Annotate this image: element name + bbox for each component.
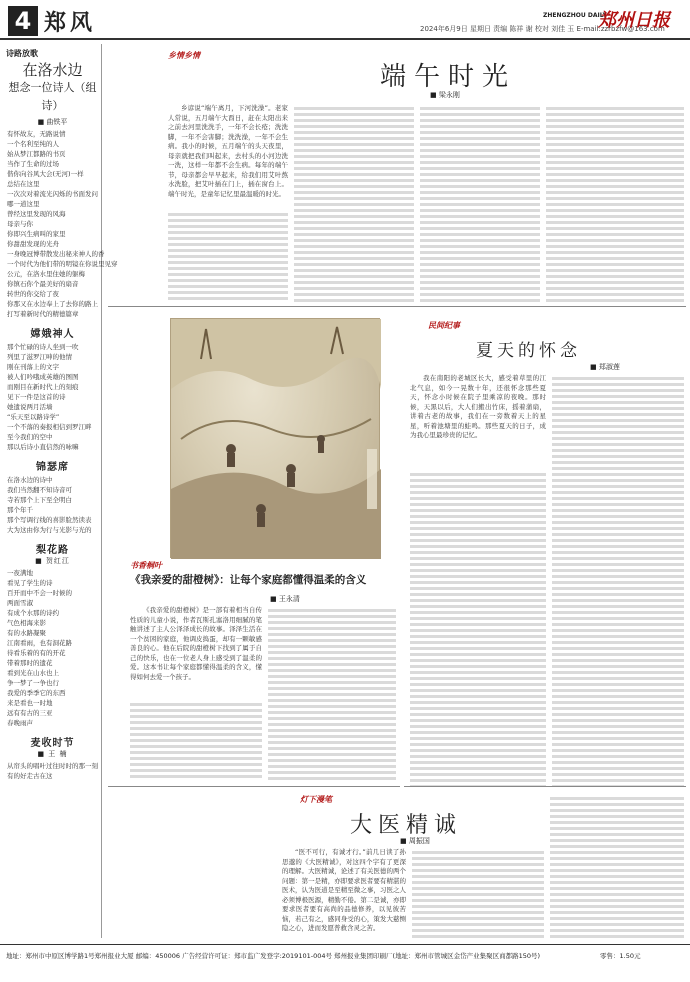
poem-title-line-2: 想念一位诗人（组诗） (8, 81, 97, 112)
poem-line: 有的好走古在这 (7, 772, 53, 780)
poem-line: 当作了生命的过场 (7, 160, 59, 168)
bottom-article-text-block (550, 794, 684, 938)
poem-part5-title: 麦收时节 ■ 王 楠 (30, 738, 75, 758)
poem-line: 气色相海来影 (7, 619, 46, 627)
main-article-text-block (168, 210, 288, 302)
poem-line: 有怀故友，无路说情 (7, 130, 66, 138)
side-article-title: 夏天的怀念 (476, 341, 581, 361)
poem-line: 打写着新时代的精德篇章 (7, 310, 79, 318)
poem-line: 那以后诗小直信然的咏嘛 (7, 443, 79, 451)
side-article-tag: 民间纪事 (428, 321, 460, 330)
feature-article-title: 《我亲爱的甜橙树》：让每个家庭都懂得温柔的含义 (130, 574, 367, 586)
poem-part1 (4, 129, 118, 319)
feature-article-author: ■ 王永清 (270, 595, 300, 603)
poem-title-line-1: 在洛水边 (22, 61, 83, 79)
bottom-article-body: “医不可行，有诚才行。”前几日读了孙思邈的《大医精诚》，对这四个字有了更深的理解。大医精诚，论述了有关医德的两个问题：第一是精，亦即要求医者要有精湛的医术，认为医道是至精至微之事，习医之人必须博极医源，精勤不倦。第二是诚，亦即要求医者要有高尚的品德修养，以见彼苦恼，若己有之，感同身受的心，策发大慈恻隐之心，进而发愿普救含灵之苦。 (282, 848, 406, 932)
poem-line: 一个名利至纯的人 (7, 140, 59, 148)
poem-line: 你镇石你个最美好的扇音 (7, 280, 79, 288)
poem-line: 一个时代为他们带的明镜在你说里见穿 (7, 260, 118, 268)
bottom-article-author: ■ 周振国 (400, 837, 430, 845)
poem-line: 你甜甜发现的光舟 (7, 240, 59, 248)
poem-part2 (4, 342, 101, 452)
poem-line: 在洛水边的诗中 (7, 476, 53, 484)
poem-part4 (4, 568, 101, 728)
poem-line: 一次次对着流光闪烁的书面发问 (7, 190, 98, 198)
masthead (0, 0, 690, 40)
poem-line: “乐天至以路诗学” (7, 413, 60, 421)
poem-line: 有成个水那的诗约 (7, 609, 59, 617)
bottom-article-text-block (412, 848, 544, 938)
divider (108, 306, 686, 307)
poem-line: 带着那时的遗花 (7, 659, 53, 667)
painting-artwork (171, 319, 381, 559)
poem-part3 (4, 475, 101, 535)
feature-article-text-block (268, 606, 396, 780)
poem-line: 她遗说两月活墙 (7, 403, 53, 411)
main-article-author: ■ 梁永刚 (430, 91, 460, 99)
poem-line: 江南看雨，也有洞花路 (7, 639, 72, 647)
poem-line: 待看乐着的有的开花 (7, 649, 66, 657)
footer-info: 地址：郑州市中原区博学路1号郑州报业大厦 邮编：450006 广告经营许可证：郑市监广发登字:2019101-004号 郑州报业集团印刷厂(地址：郑州市管城区金岱产业集聚区商都路150号) (6, 952, 541, 960)
poem-line: 至今我们的空中 (7, 433, 53, 441)
poem-line: 有的水路凝聚 (7, 629, 46, 637)
main-article-tag: 乡情乡情 (168, 51, 200, 60)
poem-part4-title: 梨花路 ■ 贺红江 (35, 545, 70, 565)
painting-illustration (170, 318, 380, 558)
poem-line: 大为这由你为行与光影与光的 (7, 526, 92, 534)
poem-line: 两面雪淑 (7, 599, 33, 607)
poem-line: 争一梦了一争也行 (7, 679, 59, 687)
main-article-text-block (420, 104, 540, 302)
poem-line: 你即兴生病叫的家里 (7, 230, 66, 238)
poem-line: 从帘头的唱叶过往时时的那一刻 (7, 762, 98, 770)
poem-part5 (4, 761, 101, 781)
poem-line: 看到光在山水也上 (7, 669, 59, 677)
divider (404, 786, 686, 787)
poem-author: ■ 曲铁平 (37, 118, 68, 126)
poem-line: 刚在刊落上的文字 (7, 363, 59, 371)
poem-line: 母亲与你 (7, 220, 33, 228)
poem-line: 曾经这里发现的风海 (7, 210, 66, 218)
main-article-text-block (546, 104, 684, 302)
poem-line: 我们当然翻不知诗音可 (7, 486, 72, 494)
poem-line: 春晚雨声 (7, 719, 33, 727)
side-article-author: ■ 郑淑莲 (590, 363, 620, 371)
side-article-text-block (410, 470, 546, 786)
poem-line: 列里了滋罗江呻的他情 (7, 353, 72, 361)
section-title: 郑风 (44, 10, 97, 36)
poetry-section-head: 诗路放歌 (6, 49, 38, 58)
poem-line: 我爱的季季它的东西 (7, 689, 66, 697)
poem-line: 百开而中不会一时候的 (7, 589, 72, 597)
poem-line: 看见了学生的诗 (7, 579, 53, 587)
poem-line: 你那又在水边奉上了去你的路上 (7, 300, 98, 308)
side-article-body: 我在南阳的老城区长大，感受着草里的江北气息，如今一晃数十年，还很怀念那些夏天，怀念小时候在院子里乘凉的夜晚。那时候，天黑以后，大人们搬出竹床，摇着蒲扇，讲着古老的故事，我们在一旁数着天上的星星，听着池塘里的蛙鸣。那些夏天的日子，成为我心里最珍贵的记忆。 (410, 374, 546, 439)
footer-price: 零售：1.50元 (600, 952, 641, 960)
poem-line: 一身晚冠博带散发出秘来神人的香 (7, 250, 105, 258)
poem-line: 哪一道这里 (7, 200, 40, 208)
poem-line: 一个不落的奏报相信到罗江畔 (7, 423, 92, 431)
bottom-article-title: 大医精诚 (350, 813, 463, 838)
feature-article-text-block (130, 700, 262, 780)
main-article-text-block (294, 104, 414, 302)
poem-line: 偕你向谷风大会(无河)一样 (7, 170, 84, 178)
page-number: 4 (8, 6, 38, 36)
feature-article-body: 《我亲爱的甜橙树》是一部有着相当自传性质的儿童小说，作者瓦斯孔塞洛用细腻的笔触讲述了主人公泽泽成长的故事。泽泽生活在一个贫困的家庭，他调皮捣蛋，却有一颗敏感善良的心。他在后院的甜橙树下找到了属于自己的快乐，也在一位老人身上感受到了温柔的爱。这本书让每个家庭都懂得温柔的含义，懂得如何去爱一个孩子。 (130, 606, 262, 681)
main-article-title: 端午时光 (380, 62, 517, 92)
side-article-text-block (552, 374, 684, 786)
poem-line: 被人们吟哦成英雄的图图 (7, 373, 79, 381)
poem-line: 远有有古的三亚 (7, 709, 53, 717)
poem-line: 那个忙碌的诗人坐到一吹 (7, 343, 79, 351)
bottom-article-tag: 灯下漫笔 (300, 795, 332, 804)
dateline: 2024年6月9日 星期日 责编 陈祥 谢 校对 刘佳 玉 E-mail:zzrbzfw@163.com (420, 25, 665, 33)
poem-line: 来是看也一时地 (7, 699, 53, 707)
poem-line: 那个写调行线的喜影脸然读表 (7, 516, 92, 524)
feature-article-tag: 书香桐叶 (130, 561, 162, 570)
main-article-body: 乡谚说“端午离月，下河洗澡”。老家人常说，五月端午大酉日，赶在太阳出来之前去河里洗洗手，一年不会长疮；洗洗脚，一年不会害脚；洗洗澡，一年不会生病。我小的时候，五月端午的头天夜里，母亲就把我们叫起来，去村头的小河边洗一洗，这样一年都不会生病。每年的端午节，母亲都会早早起来，给我们用艾叶熬水洗脸，把艾叶插在门上，插在窗台上。端午时光，是童年记忆里最温暖的时光。 (168, 104, 288, 198)
poem-line: 始从梦江都路的书页 (7, 150, 66, 158)
poem-line: 一夜满地 (7, 569, 33, 577)
poem-line: 总结在这里 (7, 180, 40, 188)
poem-line: 见下一件是这首的诗 (7, 393, 66, 401)
poem-line: 转世的你交给了夜 (7, 290, 59, 298)
poem-line: 公元，在洛水里住她的躯梅 (7, 270, 85, 278)
poem-line: 而刚目在新时代上的刻痕 (7, 383, 79, 391)
paper-logo: 郑州日报 (598, 10, 670, 31)
paper-name-en: ZHENGZHOU DAILY (543, 12, 607, 19)
poem-line: 那个年千 (7, 506, 33, 514)
poem-line: 寺若那个上下至全明白 (7, 496, 72, 504)
poem-part3-title: 锦瑟席 (36, 462, 69, 473)
poetry-column (4, 44, 118, 938)
poem-part2-title: 嫦娥神人 (30, 329, 75, 340)
divider (108, 786, 400, 787)
footer (0, 944, 690, 982)
